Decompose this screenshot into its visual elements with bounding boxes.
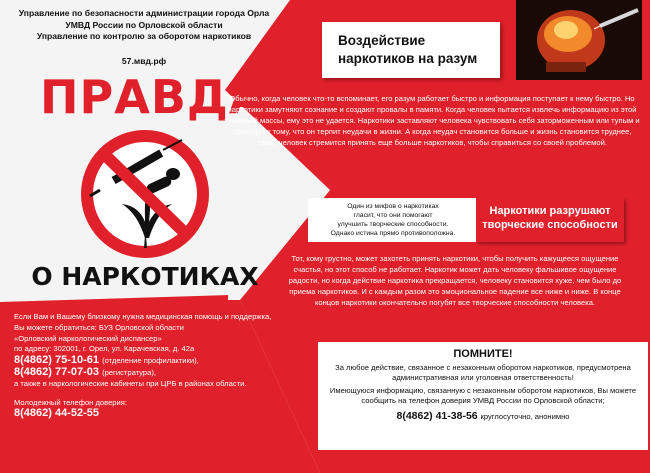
myth-line-3: улучшить творческие способности. [337,221,449,228]
destroy-text [476,198,624,232]
myth-line-1: Один из мифов о наркотиках [347,203,439,210]
main-subtitle: О НАРКОТИКАХ [31,262,259,291]
destroy-line-2: творческие способности [482,219,618,231]
header-line-3: Управление по контролю за оборотом наркотиков [36,31,252,42]
section1-text: Обычно, когда человек что-то вспоминает, его разум работает быстро и информация поступает к нему быстро. Но наркотики замутняют сознание и создают провалы в памяти. Когда человек пытается извлечь информацию из этой туманной массы, ему это не удается. Наркотики заставляют человека чувствовать себя заторможенным или тупым и приводят к тому, что он терпит неудачи в жизни. А когда неудач становится больше и жизнь становится труднее, такой человек стремится принять еще больше наркотиков, чтобы справиться со своей проблемой. [224,94,640,147]
destroy-line-1: Наркотики разрушают [489,205,611,217]
no-drugs-sign-icon [60,128,230,258]
phone-prevention-note: (отделение профилактики), [102,356,199,366]
hotline [318,410,648,422]
phone-registry-note: (регистратура), [102,367,156,377]
contact-info [14,312,314,419]
skull-syringe-image [516,0,642,80]
contact-note: а также в наркологические кабинеты при ЦРБ в районах области. [14,378,247,388]
phone-prevention-number: 8(4862) 75-10-61 [14,354,100,367]
section-title [322,22,500,68]
section-title-line-2: наркотиков на разум [338,51,478,66]
remember-title: ПОМНИТЕ! [453,348,513,360]
remember-box [318,342,648,450]
myth-box [308,198,478,242]
section-title-line-1: Воздействие [338,33,426,48]
header-line-1: Управление по безопасности администрации города Орла [18,8,270,18]
header-organizations [14,8,274,43]
youth-phone: 8(4862) 44-52-55 [14,407,100,420]
hotline-note: круглосуточно, анонимно [480,412,570,421]
myth-line-2: гласит, что они помогают [353,212,433,219]
hotline-number: 8(4862) 41-38-56 [396,410,478,422]
contact-intro-2: Вы можете обратиться: БУЗ Орловской области [14,322,184,332]
header-line-2: УМВД России по Орловской области [65,19,223,30]
remember-text-2: Имеющуюся информацию, связанную с незаконным оборотом наркотиков, Вы можете сообщить на телефон доверия УМВД России по Орловской области; [329,386,637,405]
remember-text-1: За любое действие, связанное с незаконным оборотом наркотиков, предусмотрена административная или уголовная ответственность! [335,363,631,382]
youth-label: Молодежный телефон доверия: [14,397,127,407]
destroy-banner [476,198,624,242]
phone-registry-number: 8(4862) 77-07-03 [14,365,100,378]
myth-text [314,202,472,238]
myth-line-4: Однако истина прямо противоположна. [330,230,456,237]
contact-intro-3: «Орловский наркологический диспансер» [14,333,162,343]
phone-registry [14,367,314,379]
contact-intro-4: по адресу: 302001, г. Орел, ул. Карачевская, д. 42а [14,344,195,354]
main-title: ПРАВДА [40,70,266,124]
contact-intro-1: Если Вам и Вашему близкому нужна медицинская помощь и поддержка, [14,312,272,321]
section2-text: Тот, кому грустно, может захотеть принять наркотики, чтобы получить кажущееся ощущение счастья, но этот способ не работает. Наркотик может дать человеку фальшивое ощущение радости, но когда действие наркотика прекращается, человеку становится хуже, чем было до приема наркотиков. И с каждым разом это эмоциональное падение все ниже и ниже. В конце концов наркотики окончательно погубят все творческие способности человека. [288,254,622,307]
header-site: 57.мвд.рф [121,56,167,66]
section-title-box [322,22,500,78]
